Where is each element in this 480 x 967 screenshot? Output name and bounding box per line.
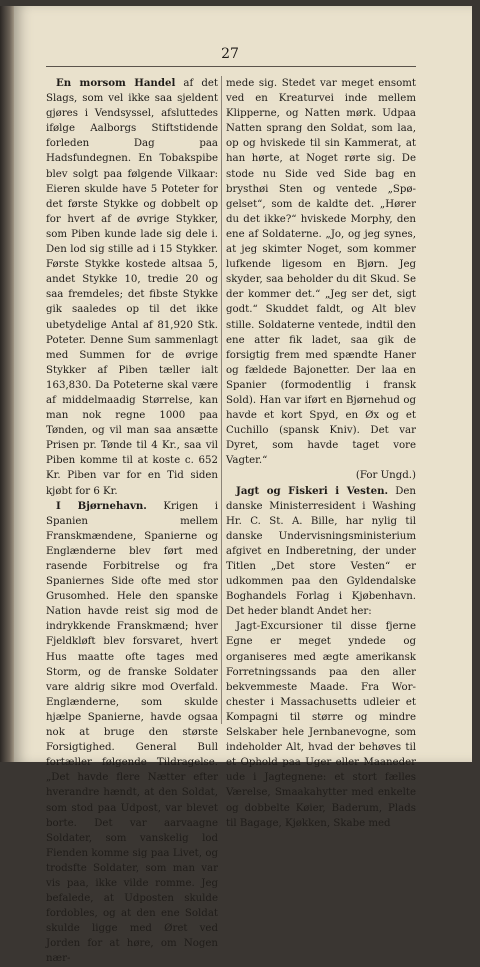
article-bjornehavn [46,499,218,967]
article-heading: Jagt og Fiskeri i Vesten. [236,484,389,497]
article-body-continued: Jagt-Excursioner til disse fjerne Egne er meget yndede og organiseres med ægte amerikansk Forretningssands paa den aller bekvemmeste Maade. Fra Worchester i Massachusetts udleier et Kompagni til større og mindre Selskaber hele Jernbanevogne, som indeholder Alt, hvad der behøves til et Ophold paa Uger eller Maaneder ude i Jagtegnene: et stort fælles Værelse, Smaakahytter med enkelte og dobbelte Køier, Baderum, Plads til Bagage, Kjøkken, Skabe med [226,621,416,829]
article-heading: En morsom Handel [56,77,176,89]
right-column [226,76,416,831]
column-divider [221,76,222,724]
article-heading: I Bjørnehavn. [56,499,147,512]
article-body: Den danske Ministerresident i Washing Hr. C. St. A. Bille, har nylig til danske Undervisningsministerium afgivet en Indberetning, der under Titlen „Det store Vesten“ er udkommen paa den Gyldendalske Boghandels Forlag i Kjøbenhavn. Det heder blandt Andet her: [226,485,416,618]
article-body: Krigen i Spanien mellem Franskmændene, Spanierne og Englænderne blev ført med rasende Forbitrelse og fra Spaniernes Side ofte med stor Grusomhed. Hele den spanske Nation havde reist sig mod de indrykkende Franskmænd; hver Fjeldkløft blev forsvaret, hvert Hus maatte ofte tages med Storm, og de franske Soldater vare aldrig sikre mod Overfald. Englænderne, som skulde hjælpe Spanierne, havde ogsaa nok at bruge den største Forsigtighed. General Bull fortæller følgende Tildragelse. „Det havde flere Nætter efter hverandre hændt, at den Soldat, som stod paa Udpost, var blevet borte. Det var aarvaagne Soldater, som vanskelig lod Fienden komme sig paa Livet, og trodsfte Soldater, som man var vis paa, ikke vilde romme. Jeg befalede, at Udposten skulde fordobles, og at den ene Soldat skulde ligge med Øret ved Jorden for at høre, om Nogen nær- [46,500,218,965]
left-column [46,76,218,967]
page-number: 27 [221,46,239,62]
article-continuation: mede sig. Stedet var meget ensomt ved en Kreaturvei inde mellem Klipperne, og Natten mørk. Udpaa Natten sprang den Soldat, som laa, op og hviskede til sin Kammerat, at han hørte, at Noget rørte sig. De stode nu Side ved Side bag en brysthøi Sten og ventede „Spøgelset“, som de kaldte det. „Hører du det ikke?“ hviskede Morphy, den ene af Soldaterne. „Jo, og jeg synes, at jeg skimter Noget, som kommer lufkende ligesom en Bjørn. Jeg skyder, saa beholder du dit Skud. Se der kommer det.“ „Jeg ser det, sigt godt.“ Skuddet faldt, og Alt blev stille. Soldaterne ventede, indtil den ene atter fik ladet, saa gik de forsigtig frem med spændte Haner og fældede Bajonetter. Der laa en Spanier (formodentlig i fransk Sold). Han var iført en Bjørnehud og havde et kort Spyd, en Øx og et Cuchillo (spansk Kniv). Det var Dyret, som havde taget vore Vagter.“ [226,78,416,467]
header-rule [46,66,416,67]
article-body: af det Slags, som vel ikke saa sjeldent gjøres i Vendsyssel, afsluttedes ifølge Aalborgs Stiftstidende forleden Dag paa Hadsfundegnen. En Tobakspibe blev solgt paa følgende Vilkaar: Eieren skulde have 5 Poteter for det første Stykke og dobbelt op for hvert af de øvrige Stykker, som Piben kunde lade sig dele i. Den lod sig stille ad i 15 Stykker. Første Stykke kostede altsaa 5, andet Stykke 10, tredie 20 og saa fremdeles; det fibste Stykke gik saaledes op til det ikke ubetydelige Antal af 81,920 Stk. Poteter. Denne Sum sammenlagt med Summen for de øvrige Stykker af Piben tæller ialt 163,830. Da Poteterne skal være af middelmaadig Størrelse, kan man nok regne 1000 paa Tønden, og vil man saa ansætte Prisen pr. Tønde til 4 Kr., saa vil Piben komme til at koste c. 652 Kr. Piben var for en Tid siden kjøbt for 6 Kr. [46,78,218,497]
article-jagt-og-fiskeri [226,484,416,620]
article-morsom-handel [46,76,218,499]
source-signature: (For Ungd.) [355,470,416,482]
